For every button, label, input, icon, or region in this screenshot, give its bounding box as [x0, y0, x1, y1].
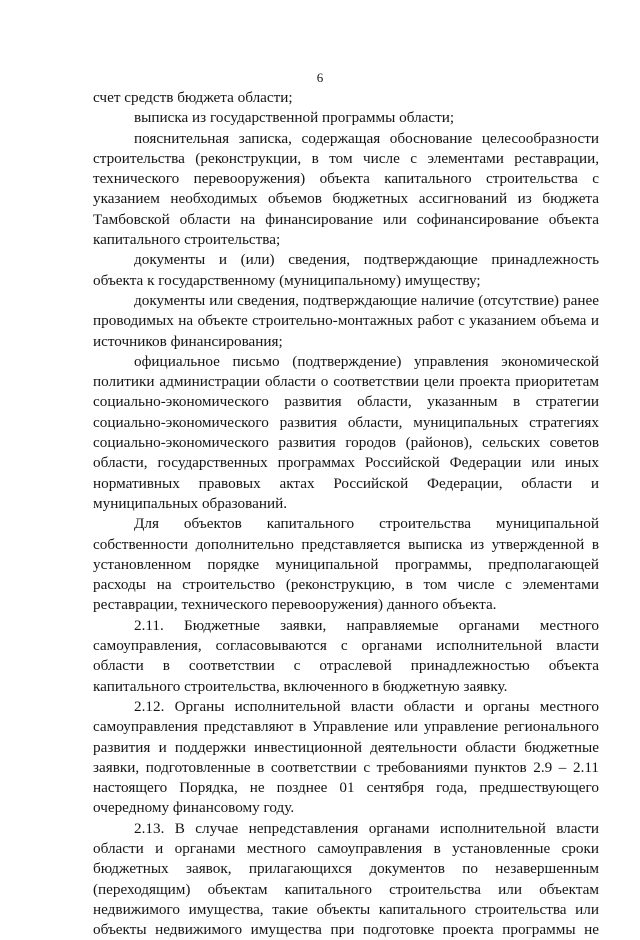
- paragraph-program-extract: выписка из государственной программы области;: [134, 109, 455, 127]
- document-body: [93, 88, 599, 940]
- paragraph-ownership-documents: документы и (или) сведения, подтверждающие принадлежность объекта к государственному (муниципальному) имуществу;: [93, 251, 599, 289]
- paragraph-section-2-12: 2.12. Органы исполнительной власти области и органы местного самоуправления представляют в Управление или управление регионального развития и поддержки инвестиционной деятельности области бюджетные заявки, подготовленные в соответствии с требованиями пунктов 2.9 – 2.11 настоящего Порядка, не позднее 01 сентября года, предшествующего очередному финансовому году.: [93, 697, 599, 817]
- paragraph-section-2-11: 2.11. Бюджетные заявки, направляемые органами местного самоуправления, согласовываются с органами исполнительной власти области в соответствии с отраслевой принадлежностью объекта капитального строительства, включенного в бюджетную заявку.: [93, 616, 599, 695]
- paragraph-municipal-objects: Для объектов капитального строительства муниципальной собственности дополнительно представляется выписка из утвержденной в установленном порядке муниципальной программы, предполагающей расходы на строительство (реконструкцию, в том числе с элементами реставрации, технического перевооружения) данного объекта.: [93, 515, 599, 614]
- paragraph-budget-account: счет средств бюджета области;: [93, 89, 293, 106]
- paragraph-official-letter: официальное письмо (подтверждение) управления экономической политики администрации области о соответствии цели проекта приоритетам социально-экономического развития области, указанным в стратегии социально-экономического развития области, муниципальных стратегиях социально-экономического развития городов (районов), сельских советов области, государственных программах Российской Федерации или иных нормативных правовых актах Российской Федерации, области и муниципальных образований.: [93, 352, 599, 512]
- page-number: 6: [316, 70, 324, 85]
- paragraph-construction-works-documents: документы или сведения, подтверждающие наличие (отсутствие) ранее проводимых на объекте строительно-монтажных работ с указанием объема и источников финансирования;: [93, 291, 599, 350]
- paragraph-explanatory-note: пояснительная записка, содержащая обоснование целесообразности строительства (реконструкции, в том числе с элементами реставрации, технического перевооружения) объекта капитального строительства с указанием необходимых объемов бюджетных ассигнований из бюджета Тамбовской области на финансирование или софинансирование объекта капитального строительства;: [93, 129, 599, 249]
- paragraph-section-2-13: 2.13. В случае непредставления органами исполнительной власти области и органами местного самоуправления в установленные сроки бюджетных заявок, прилагающихся документов по незавершенным (переходящим) объектам капитального строительства или объектам недвижимого имущества, такие объекты капитального строительства или объекты недвижимого имущества при подготовке проекта программы не: [93, 819, 599, 939]
